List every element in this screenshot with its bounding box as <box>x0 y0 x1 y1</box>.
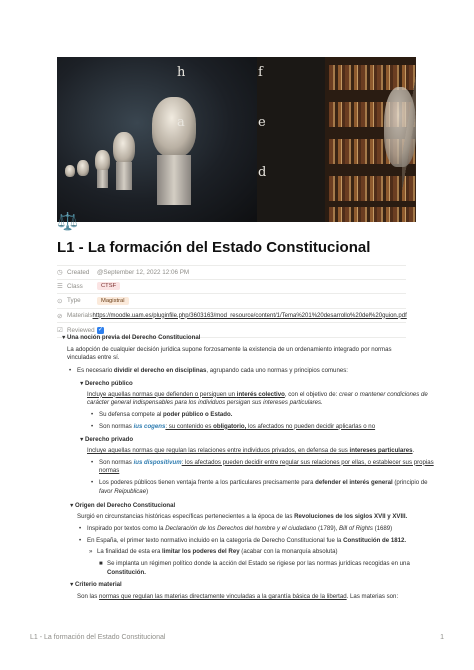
property-label: Class <box>67 282 83 290</box>
text: La finalidad de esta era <box>97 548 163 556</box>
toggle-caret-icon[interactable]: ▼ <box>69 502 75 509</box>
bust-pedestal <box>157 155 191 205</box>
select-icon: ⊙ <box>57 297 63 305</box>
text: poder público o Estado. <box>163 410 233 418</box>
text: dividir el derecho en disciplinas <box>113 367 207 375</box>
text: Son las <box>77 593 100 601</box>
text: (principio de <box>392 479 428 487</box>
text: obligatorio, <box>213 422 247 430</box>
text: ius dispositivum <box>133 458 182 466</box>
text: favor Reipublicae <box>99 487 147 495</box>
list-icon: ☰ <box>57 283 63 291</box>
toggle-heading[interactable] <box>61 436 411 445</box>
property-class <box>57 280 406 295</box>
paragraph <box>61 513 411 522</box>
text: Bill of Rights <box>339 524 373 532</box>
text: Inspirado por textos como la <box>87 524 166 532</box>
text: Incluye aquellas normas que defienden o persiguen un <box>87 390 237 398</box>
text: limitar los poderes del Rey <box>162 548 240 556</box>
list-item-continuation <box>61 488 411 497</box>
toggle-heading[interactable] <box>61 334 411 343</box>
link-icon: ⊘ <box>57 312 63 320</box>
page-title: L1 - La formación del Estado Constitucional <box>57 239 371 256</box>
text: Son normas <box>99 422 134 430</box>
text: Revoluciones de los siglos XVII y XVIII. <box>294 513 408 521</box>
text: : los afectados pueden decidir entre regular sus relaciones por ellas, o establecer sus propias <box>181 458 434 466</box>
page-content <box>61 334 434 602</box>
list-item: ■ Se implanta un régimen político donde la acción del Estado se rigiese por las normas jurídicas recogidas en una <box>99 560 410 568</box>
toggle-label: Origen del Derecho Constitucional <box>75 501 176 509</box>
list-item: • Los poderes públicos tienen ventaja frente a los particulares precisamente para defender el interés general (principio de <box>91 479 428 487</box>
toggle-heading[interactable] <box>61 581 411 590</box>
text: Incluye aquellas normas que regulan las relaciones entre individuos privados, en defensa de sus <box>87 447 350 455</box>
text: Constitución de 1812. <box>343 536 407 544</box>
bust-sculpture <box>65 165 75 177</box>
text: . Las materias son: <box>346 593 399 601</box>
text: : su contenido es <box>165 422 214 430</box>
text: los afectados no pueden decidir aplicarlas o no <box>246 422 376 430</box>
text: Constitución. <box>107 568 146 576</box>
list-item: • Son normas ius cogens: su contenido es obligatorio, los afectados no pueden decidir aplicarlas o no <box>91 422 376 430</box>
text: Son normas <box>99 458 134 466</box>
property-label: Reviewed <box>67 326 95 334</box>
type-tag[interactable]: Magistral <box>97 297 129 305</box>
list-item-continuation <box>61 569 411 578</box>
bust-pedestal <box>116 162 132 190</box>
text: normas que regulan las materias directamente vinculadas a la garantía básica de la libertad <box>99 593 347 601</box>
list-item: • Su defensa compete al poder público o Estado. <box>91 410 233 418</box>
page-number: 1 <box>440 634 444 641</box>
at-icon: @ <box>97 268 104 276</box>
bust-sculpture <box>95 150 110 172</box>
toggle-caret-icon[interactable]: ▼ <box>79 437 85 444</box>
checkbox-icon: ☑ <box>57 327 63 335</box>
text: intereses particulares <box>349 447 413 455</box>
paragraph-text: vinculadas entre sí. <box>67 354 120 362</box>
wall-letter: e <box>258 115 266 130</box>
toggle-heading[interactable] <box>61 502 411 511</box>
bust-pedestal <box>97 170 108 188</box>
scales-icon: ⚖️ <box>57 212 79 231</box>
text: , agrupando cada uno normas y principios comunes: <box>206 367 348 375</box>
toggle-caret-icon[interactable]: ▼ <box>79 380 85 387</box>
wall-letter: a <box>177 115 185 130</box>
toggle-label: Criterio material <box>75 581 122 589</box>
list-item: • En España, el primer texto normativo incluido en la categoría de Derecho Constitucional fue la Constitución de 1812. <box>79 536 407 544</box>
text: En España, el primer texto normativo incluido en la categoría de Derecho Constitucional fue la <box>87 536 344 544</box>
paragraph <box>61 399 411 408</box>
bust-sculpture <box>77 160 89 176</box>
toggle-label: Una noción previa del Derecho Constitucional <box>67 334 201 341</box>
paragraph <box>61 346 411 355</box>
list-item: • Son normas ius dispositivum: los afectados pueden decidir entre regular sus relaciones por ellas, o establecer sus propias <box>91 458 434 466</box>
bust-sculpture <box>113 132 135 164</box>
list-item: • Es necesario dividir el derecho en disciplinas, agrupando cada uno normas y principios comunes: <box>69 367 348 375</box>
text: Es necesario <box>77 367 114 375</box>
text: Declaración de los Derechos del hombre y el ciudadano <box>165 524 317 532</box>
toggle-caret-icon[interactable]: ▼ <box>61 335 67 341</box>
page-footer <box>30 634 444 641</box>
created-value: September 12, 2022 12:06 PM <box>103 268 190 276</box>
text: Su defensa compete al <box>99 410 164 418</box>
text: interés colectivo <box>236 390 285 398</box>
text: , con el objetivo de: <box>284 390 340 398</box>
property-materials <box>57 309 406 324</box>
property-label: Type <box>67 297 81 305</box>
bust-sculpture <box>384 87 416 167</box>
text: Surgió en circunstancias históricas específicas pertenecientes a la época de las <box>77 513 295 521</box>
list-item-continuation <box>61 467 411 476</box>
bust-sculpture <box>152 97 196 157</box>
materials-link[interactable]: https://moodle.uam.es/pluginfile.php/3603163/mod_resource/content/1/Tema%201%20desarrollo%20del%20guion.pdf <box>92 312 407 319</box>
wall-letter: h <box>177 65 186 80</box>
toggle-label: Derecho privado <box>85 436 134 444</box>
property-label: Created <box>67 268 90 276</box>
text: carácter general indispensables para los individuos persigan sus intereses particulares. <box>87 399 323 407</box>
class-tag[interactable]: CTSF <box>97 282 120 290</box>
text: (1689) <box>372 524 393 532</box>
text: . <box>412 447 415 455</box>
toggle-label: Derecho público <box>85 379 133 387</box>
text: crear o mantener condiciones de <box>339 390 428 398</box>
text: ius cogens <box>133 422 166 430</box>
wall-letter: f <box>258 65 263 80</box>
clock-icon: ◷ <box>57 269 63 277</box>
text: ) <box>146 487 149 495</box>
toggle-caret-icon[interactable]: ▼ <box>69 582 75 589</box>
cover-image <box>57 57 416 222</box>
paragraph <box>61 593 411 602</box>
footer-title: L1 - La formación del Estado Constitucional <box>30 634 166 641</box>
text: (1789), <box>316 524 340 532</box>
text: Se implanta un régimen político donde la acción del Estado se rigiese por las normas jurídicas recogidas en una <box>107 560 410 568</box>
list-item: » La finalidad de esta era limitar los poderes del Rey (acabar con la monarquía absoluta) <box>89 548 338 556</box>
text: normas <box>99 467 120 475</box>
toggle-heading[interactable] <box>61 380 411 389</box>
paragraph-text: La adopción de cualquier decisión jurídica supone forzosamente la existencia de un ordenamiento integrado por normas <box>67 345 392 353</box>
paragraph <box>61 447 415 456</box>
properties-table <box>57 265 406 338</box>
text: Los poderes públicos tienen ventaja frente a los particulares precisamente para <box>99 479 316 487</box>
property-created <box>57 265 406 280</box>
wall-letter: d <box>258 165 267 180</box>
paragraph <box>61 354 411 363</box>
text: defender el interés general <box>315 479 393 487</box>
list-item: • Inspirado por textos como la Declaración de los Derechos del hombre y el ciudadano (1789), Bill of Rights (1689) <box>79 524 393 532</box>
paragraph <box>61 390 428 400</box>
property-type <box>57 294 406 309</box>
reviewed-checkbox[interactable]: ✓ <box>97 326 104 333</box>
text: (acabar con la monarquía absoluta) <box>239 548 338 556</box>
property-label: Materials <box>67 312 93 320</box>
